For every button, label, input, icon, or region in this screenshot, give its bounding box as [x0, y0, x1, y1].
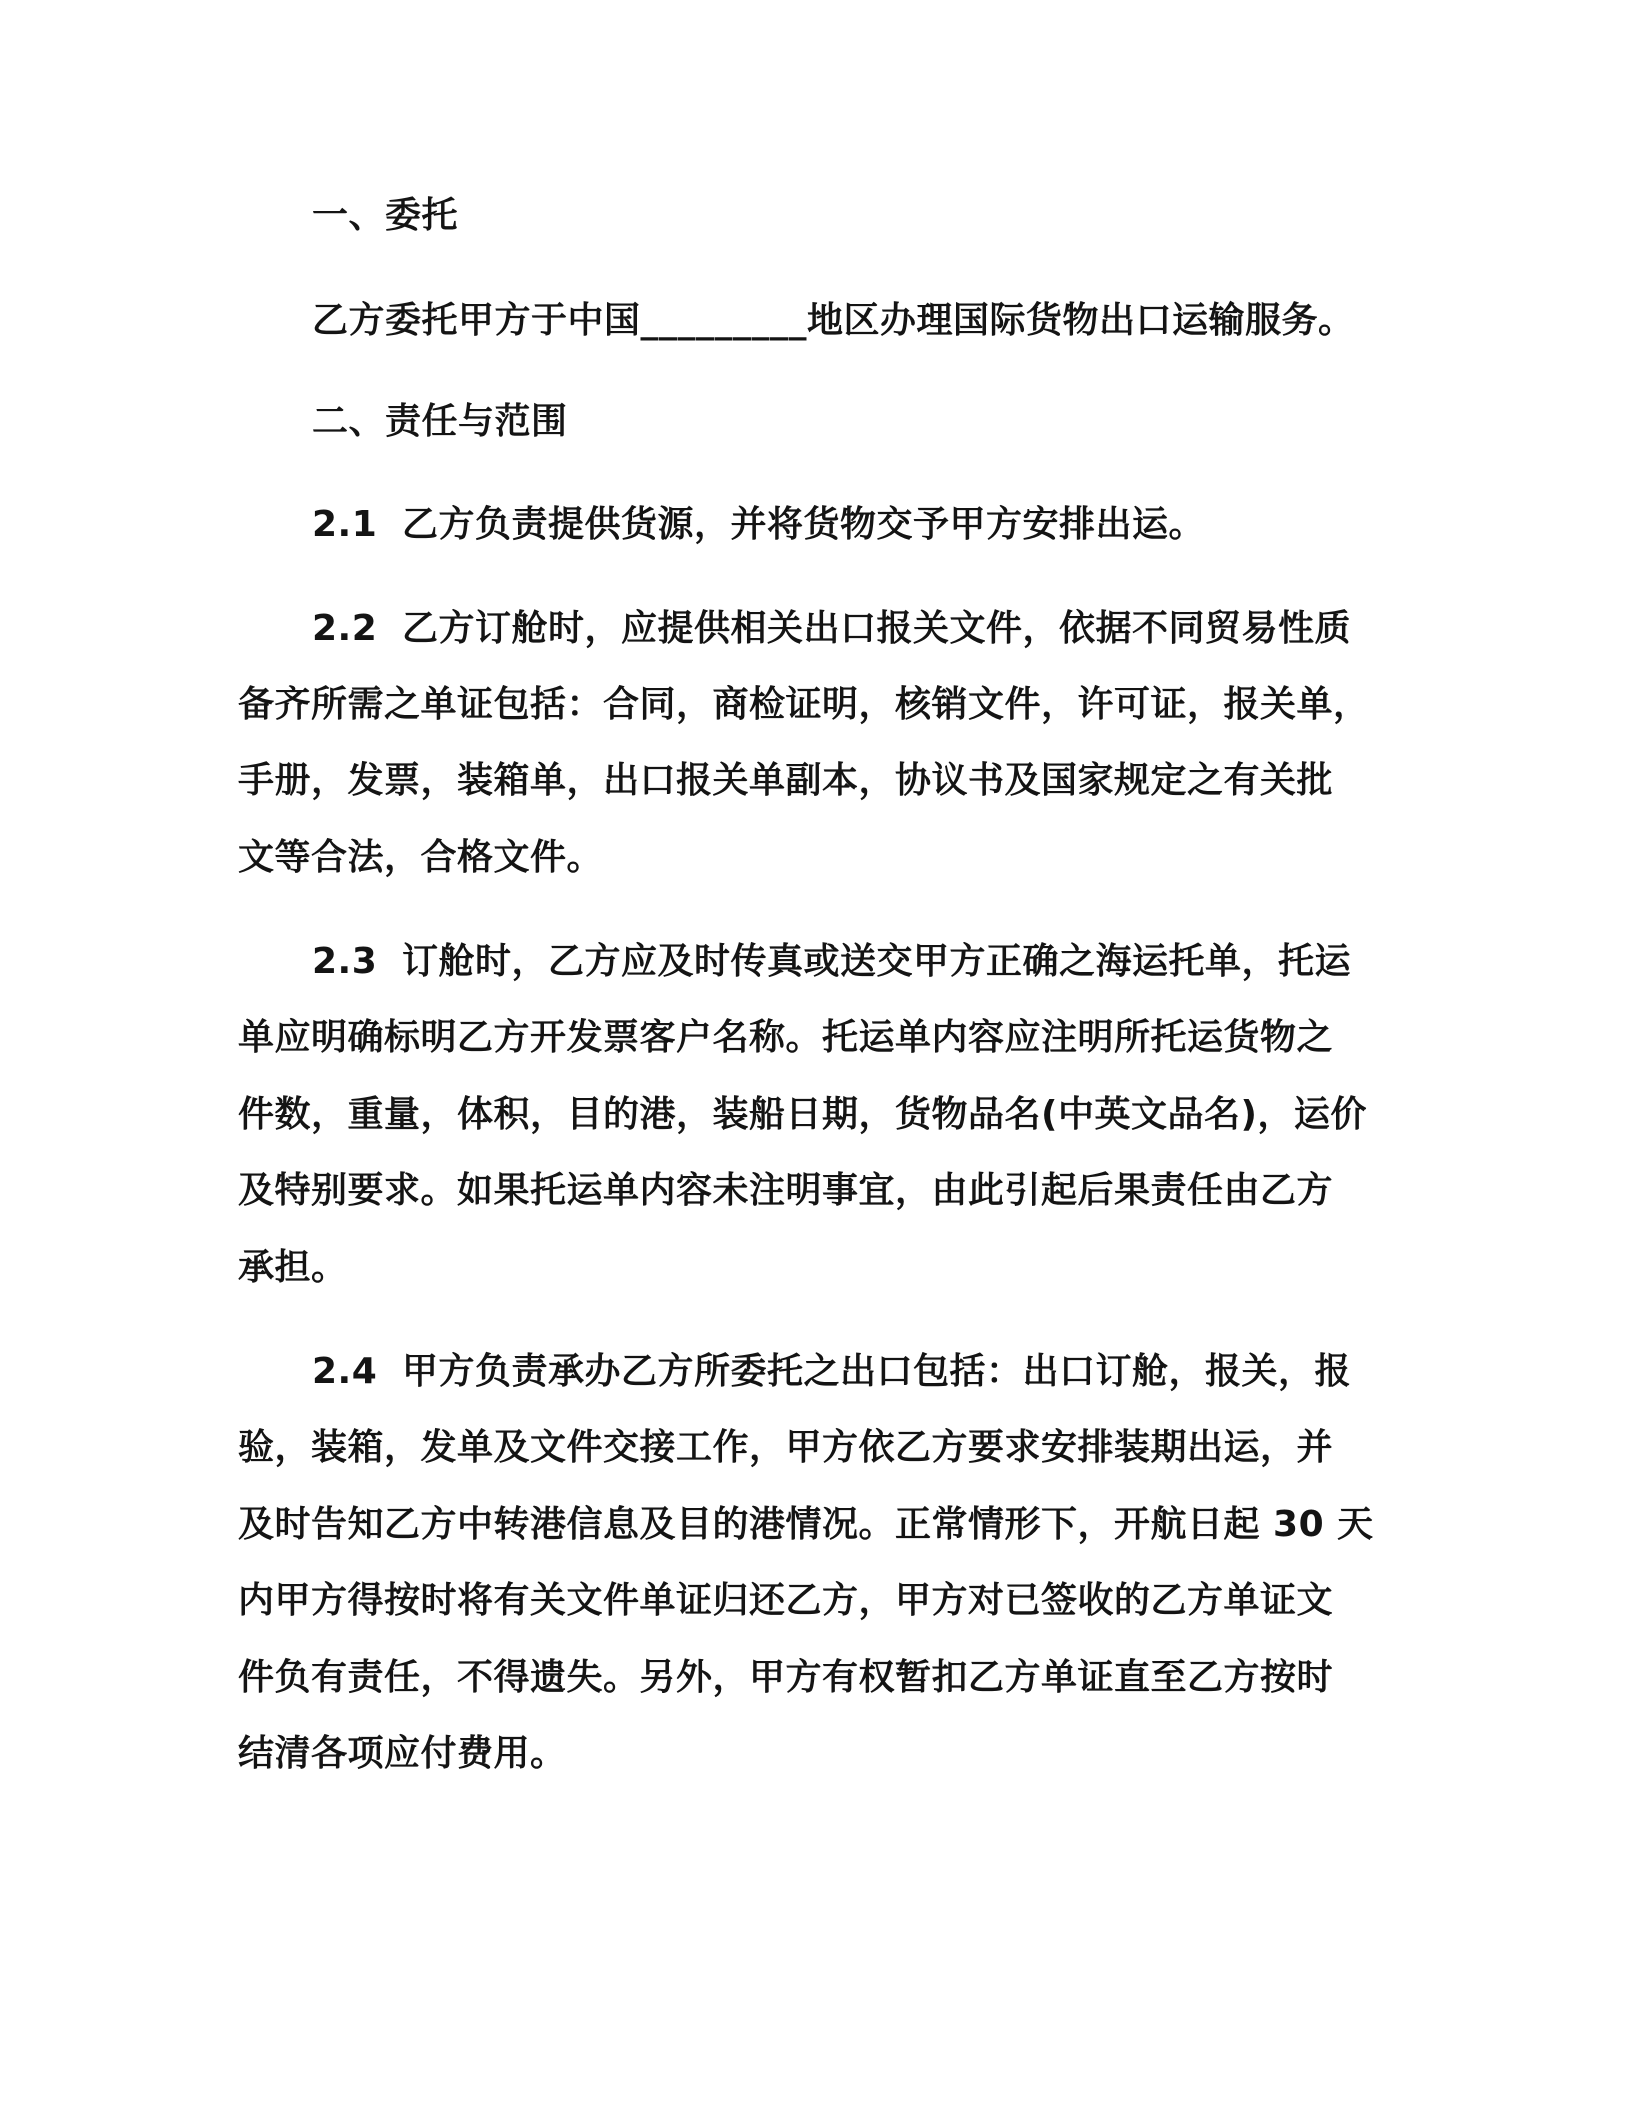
clause-2-4-line-5: 件负有责任，不得遗失。另外，甲方有权暂扣乙方单证直至乙方按时 — [238, 1657, 1334, 1698]
clause-2-3-line-3: 件数，重量，体积，目的港，装船日期，货物品名(中英文品名)，运价 — [238, 1094, 1367, 1135]
clause-text: 甲方负责承办乙方所委托之出口包括：出口订舱，报关，报 — [402, 1351, 1352, 1392]
paragraph-1-line-1: 乙方委托甲方于中国_________地区办理国际货物出口运输服务。 — [312, 300, 1355, 341]
clause-number: 2.4 — [312, 1351, 378, 1392]
clause-2-1-line-1 — [312, 501, 1205, 549]
clause-2-3-line-1 — [312, 938, 1351, 986]
clause-2-4-line-4: 内甲方得按时将有关文件单证归还乙方，甲方对已签收的乙方单证文 — [238, 1580, 1334, 1621]
clause-2-3-line-4: 及特别要求。如果托运单内容未注明事宜，由此引起后果责任由乙方 — [238, 1170, 1334, 1211]
clause-text: 订舱时，乙方应及时传真或送交甲方正确之海运托单，托运 — [402, 941, 1352, 982]
clause-2-4-line-6: 结清各项应付费用。 — [238, 1733, 567, 1774]
clause-2-3-line-2: 单应明确标明乙方开发票客户名称。托运单内容应注明所托运货物之 — [238, 1017, 1334, 1058]
clause-number: 2.3 — [312, 941, 378, 982]
clause-number: 2.2 — [312, 608, 378, 649]
clause-2-2-line-3: 手册，发票，装箱单，出口报关单副本，协议书及国家规定之有关批 — [238, 760, 1334, 801]
clause-2-2-line-1 — [312, 605, 1351, 653]
clause-2-4-line-2: 验，装箱，发单及文件交接工作，甲方依乙方要求安排装期出运，并 — [238, 1427, 1334, 1468]
clause-2-4-line-3: 及时告知乙方中转港信息及目的港情况。正常情形下，开航日起 30 天 — [238, 1504, 1374, 1545]
clause-2-2-line-2: 备齐所需之单证包括：合同，商检证明，核销文件，许可证，报关单， — [238, 684, 1370, 725]
section-heading-1: 一、委托 — [312, 195, 459, 236]
clause-2-3-line-5: 承担。 — [238, 1247, 348, 1288]
clause-2-4-line-1 — [312, 1348, 1351, 1396]
clause-number: 2.1 — [312, 504, 378, 545]
clause-text: 乙方订舱时，应提供相关出口报关文件，依据不同贸易性质 — [402, 608, 1352, 649]
section-heading-2: 二、责任与范围 — [312, 401, 568, 442]
clause-text: 乙方负责提供货源，并将货物交予甲方安排出运。 — [402, 504, 1206, 545]
clause-2-2-line-4: 文等合法，合格文件。 — [238, 837, 604, 878]
